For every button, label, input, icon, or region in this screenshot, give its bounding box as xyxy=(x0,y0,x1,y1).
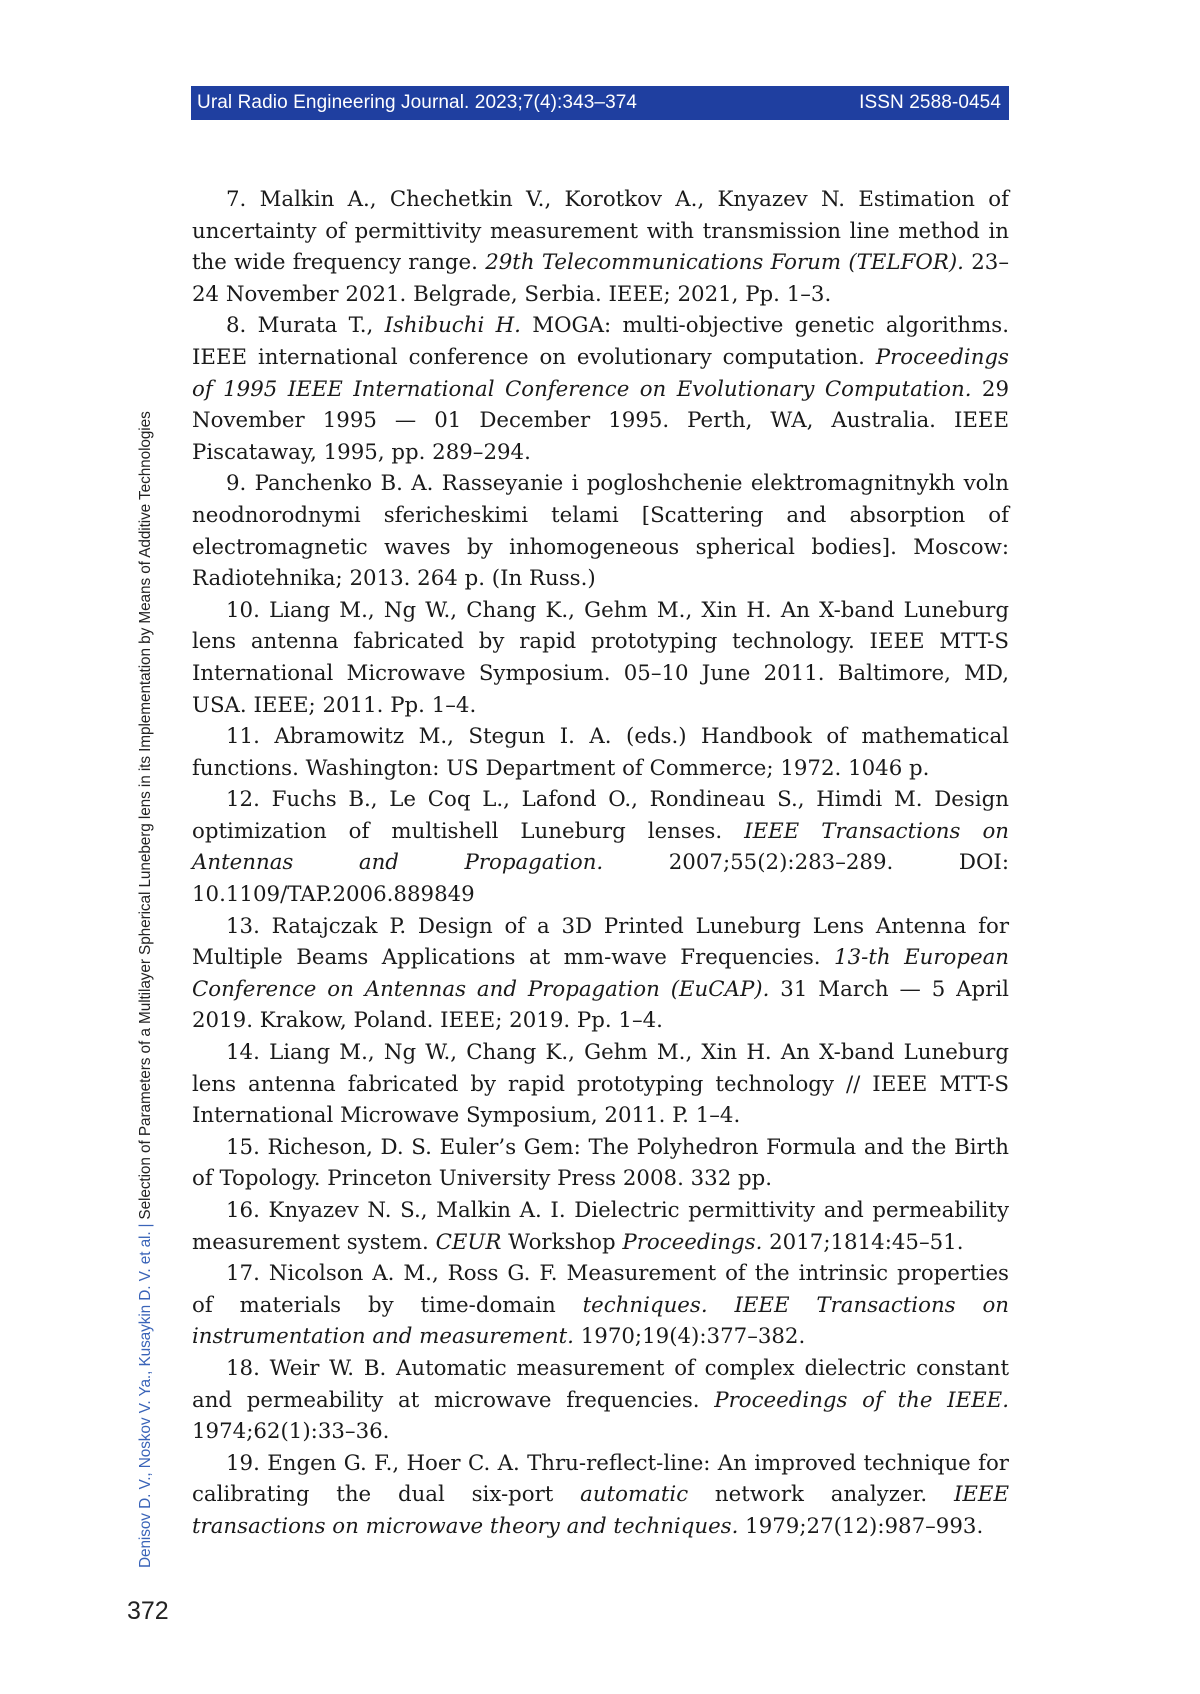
reference-italic-segment: Proceedings. xyxy=(622,1230,762,1255)
reference-text-segment: 12. Fuchs B., Le Coq L., Lafond O., Rondineau S., Himdi M. Design optimization of multishell Luneburg lenses. xyxy=(192,787,1009,844)
reference-item xyxy=(192,1448,1009,1543)
reference-italic-segment: CEUR xyxy=(436,1230,502,1255)
reference-text-segment: 8. Murata T., xyxy=(226,313,385,338)
reference-text-segment: 16. Knyazev N. S., Malkin A. I. Dielectric permittivity and permeability measurement system. xyxy=(192,1198,1009,1255)
reference-text-segment: 15. Richeson, D. S. Euler’s Gem: The Polyhedron Formula and the Birth of Topology. Princeton University Press 2008. 332 pp. xyxy=(192,1135,1009,1192)
reference-text-segment: 1979;27(12):987–993. xyxy=(738,1514,983,1539)
reference-text-segment: 13. Ratajczak P. Design of a 3D Printed Luneburg Lens Antenna for Multiple Beams Applications at mm-wave Frequencies. xyxy=(192,914,1009,971)
reference-item xyxy=(192,1132,1009,1195)
reference-text-segment: 10. Liang M., Ng W., Chang K., Gehm M., Xin H. An X-band Luneburg lens antenna fabricated by rapid prototyping technology. IEEE MTT-S International Microwave Symposium. 05–10 June 2011. Baltimore, MD, USA. IEEE; 2011. Pp. 1–4. xyxy=(192,598,1009,718)
reference-text-segment: 2007;55(2):283–289. DOI: 10.1109/TAP.2006.889849 xyxy=(192,850,1009,907)
reference-text-segment: 1974;62(1):33–36. xyxy=(192,1419,389,1444)
reference-italic-segment: 13-th European Conference on Antennas and Propagation (EuCAP). xyxy=(192,945,1009,1002)
journal-header-bar xyxy=(191,86,1009,120)
reference-text-segment: 1970;19(4):377–382. xyxy=(574,1324,805,1349)
reference-text-segment: 11. Abramowitz M., Stegun I. A. (eds.) Handbook of mathematical functions. Washington: US Department of Commerce; 1972. 1046 p. xyxy=(192,724,1009,781)
reference-text-segment: 2017;1814:45–51. xyxy=(762,1230,963,1255)
reference-text-segment: 7. Malkin A., Chechetkin V., Korotkov A., Knyazev N. Estimation of uncertainty of permittivity measurement with transmission line method in the wide frequency range. xyxy=(192,187,1009,275)
journal-issn: ISSN 2588-0454 xyxy=(859,92,1001,114)
reference-item xyxy=(192,184,1009,310)
reference-italic-segment: Ishibuchi H. xyxy=(385,313,521,338)
side-caption-authors: Denisov D. V., Noskov V. Ya., Kusaykin D. V. et al. xyxy=(137,1231,154,1568)
reference-text-segment: MOGA: multi-objective genetic algorithms. IEEE international conference on evolutionary computation. xyxy=(192,313,1009,370)
reference-item xyxy=(192,1258,1009,1353)
reference-text-segment: 9. Panchenko B. A. Rasseyanie i pogloshchenie elektromagnitnykh voln neodnorodnymi sfericheskimi telami [Scattering and absorption of electromagnetic waves by inhomogeneous spherical bodies]. Moscow: Radiotehnika; 2013. 264 p. (In Russ.) xyxy=(192,471,1009,591)
reference-item xyxy=(192,784,1009,910)
reference-text-segment: 19. Engen G. F., Hoer C. A. Thru-reflect-line: An improved technique for calibrating the dual six-port xyxy=(192,1451,1009,1508)
running-side-caption xyxy=(137,411,155,1568)
reference-text-segment: 23–24 November 2021. Belgrade, Serbia. IEEE; 2021, Pp. 1–3. xyxy=(192,250,1009,307)
reference-list xyxy=(192,184,1009,1543)
journal-citation: Ural Radio Engineering Journal. 2023;7(4):343–374 xyxy=(197,92,637,114)
reference-item xyxy=(192,1353,1009,1448)
reference-italic-segment: Proceedings of the IEEE. xyxy=(714,1388,1009,1413)
reference-text-segment: 31 March — 5 April 2019. Krakow, Poland. IEEE; 2019. Pp. 1–4. xyxy=(192,977,1009,1034)
side-caption-separator: | xyxy=(137,1220,154,1232)
page-number: 372 xyxy=(127,1597,169,1626)
reference-item xyxy=(192,1037,1009,1132)
side-caption-title: Selection of Parameters of a Multilayer Spherical Luneberg lens in its Implementation by Means of Additive Technologies xyxy=(137,411,154,1219)
reference-text-segment: 29 November 1995 — 01 December 1995. Perth, WA, Australia. IEEE Piscataway, 1995, pp. 289–294. xyxy=(192,377,1009,465)
reference-italic-segment: techniques. IEEE Transactions on instrumentation and measurement. xyxy=(192,1293,1009,1350)
reference-text-segment: Workshop xyxy=(501,1230,622,1255)
reference-italic-segment: automatic xyxy=(580,1482,688,1507)
reference-item xyxy=(192,721,1009,784)
reference-italic-segment: IEEE transactions on microwave theory and techniques. xyxy=(192,1482,1009,1539)
reference-item xyxy=(192,595,1009,721)
reference-text-segment: 14. Liang M., Ng W., Chang K., Gehm M., Xin H. An X-band Luneburg lens antenna fabricated by rapid prototyping technology // IEEE MTT-S International Microwave Symposium, 2011. P. 1–4. xyxy=(192,1040,1009,1128)
reference-item xyxy=(192,1195,1009,1258)
reference-italic-segment: 29th Telecommunications Forum (TELFOR). xyxy=(485,250,964,275)
reference-item xyxy=(192,911,1009,1037)
reference-text-segment: network analyzer. xyxy=(688,1482,954,1507)
reference-item xyxy=(192,310,1009,468)
reference-italic-segment: Proceedings of 1995 IEEE International Conference on Evolutionary Computation. xyxy=(192,345,1009,402)
reference-text-segment: 17. Nicolson A. M., Ross G. F. Measurement of the intrinsic properties of materials by time-domain xyxy=(192,1261,1009,1318)
reference-item xyxy=(192,468,1009,594)
reference-text-segment: 18. Weir W. B. Automatic measurement of complex dielectric constant and permeability at microwave frequencies. xyxy=(192,1356,1009,1413)
reference-italic-segment: IEEE Transactions on Antennas and Propagation. xyxy=(192,819,1009,876)
